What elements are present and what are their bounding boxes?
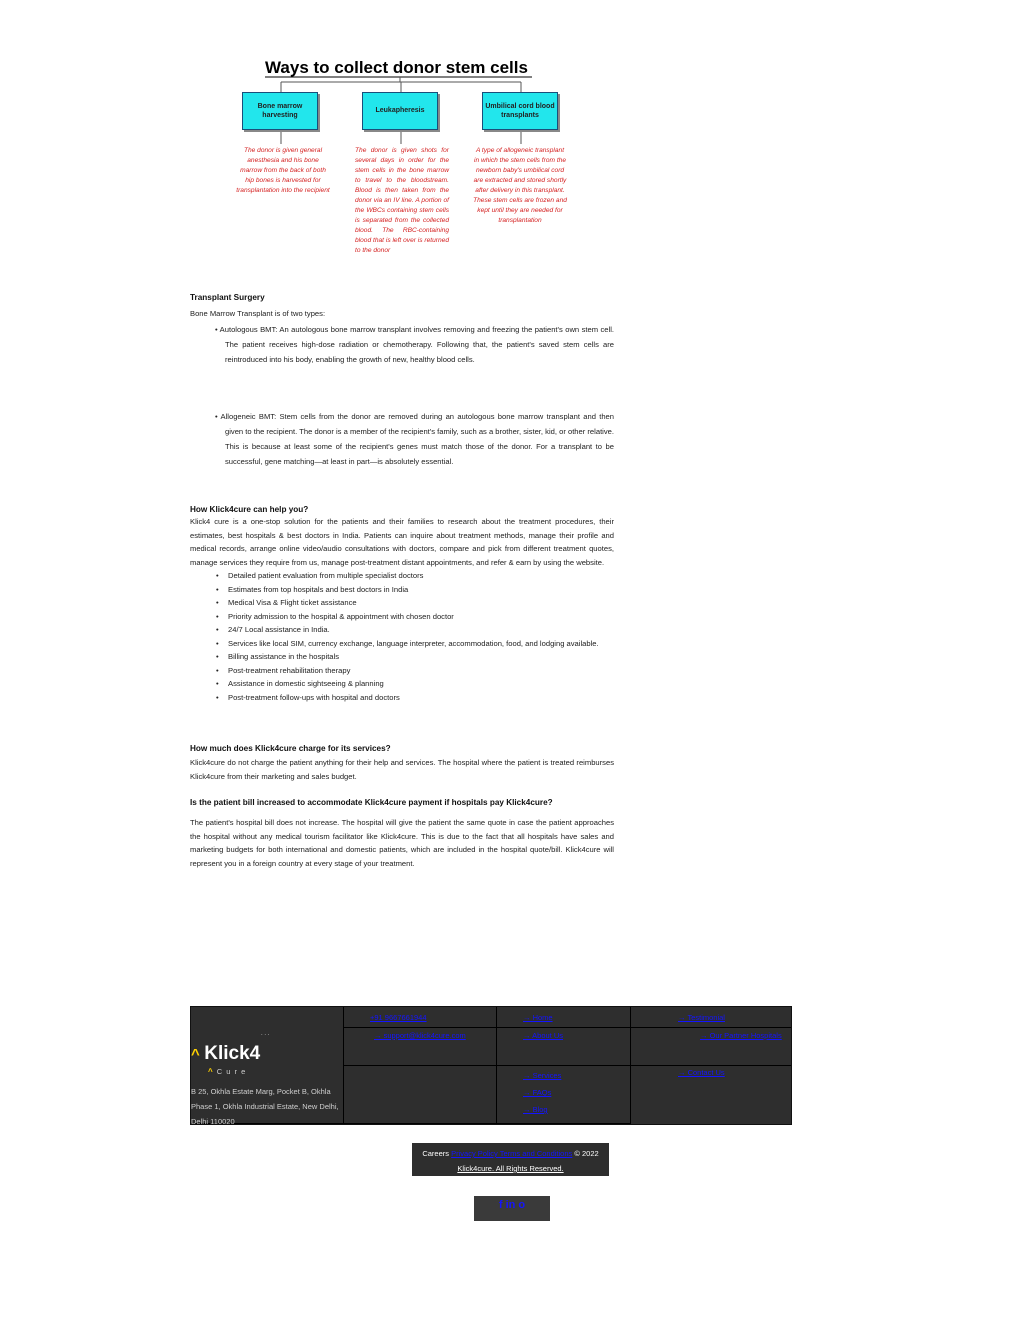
footer-email-cell xyxy=(344,1028,497,1066)
desc-bone-marrow-harvesting: The donor is given general anesthesia and his bone marrow from the back of both hip bones is harvested for transplantation into the recipient xyxy=(236,147,330,194)
box-umbilical-cord: Umbilical cord blood transplants xyxy=(482,92,558,130)
help-section xyxy=(190,505,614,704)
footer-address: B 25, Okhla Estate Marg, Pocket B, Okhla Phase 1, Okhla Industrial Estate, New Delhi, Delhi 110020 xyxy=(191,1087,339,1126)
bill-text: The patient's hospital bill does not increase. The hospital will give the patient the same quote in case the patient approaches the hospital without any medical tourism facilitator like Klick4cure. This is due to the fact that all hospitals have sales and marketing budgets for both international and domestic patients, which are included in the hospital quote/bill. Klick4cure will represent you in a foreign country at every stage of your treatment. xyxy=(190,818,614,868)
list-item: • Post-treatment rehabilitation therapy xyxy=(216,665,351,675)
logo-subtitle: ^ C u r e xyxy=(208,1067,247,1076)
footer-partner-cell xyxy=(631,1028,791,1066)
allogeneic-section xyxy=(190,409,614,469)
legal-bar xyxy=(412,1143,609,1176)
social-icons[interactable] xyxy=(474,1196,550,1221)
transplant-heading: Transplant Surgery xyxy=(190,293,265,302)
footer-testimonial-cell xyxy=(631,1007,791,1028)
charge-text: Klick4cure do not charge the patient anything for their help and services. The hospital where the patient is treated reimburses Klick4cure from their marketing and sales budget. xyxy=(190,758,614,781)
list-item: • Priority admission to the hospital & appointment with chosen doctor xyxy=(216,611,454,621)
footer-email-link[interactable]: → support@klick4cure.com xyxy=(374,1031,466,1040)
footer-empty-cell xyxy=(344,1066,497,1124)
social-icons-text[interactable]: f in o xyxy=(498,1199,526,1211)
list-item: • Assistance in domestic sightseeing & planning xyxy=(216,679,384,688)
footer-blog-link[interactable]: → Blog xyxy=(523,1105,548,1114)
box-bone-marrow-harvesting: Bone marrow harvesting xyxy=(242,92,318,130)
desc-umbilical-cord: A type of allogeneic transplant in which the stem cells from the newborn baby's umbilical cord are extracted and stored shortly after delivery in this transplant. These stem cells are frozen and kept until they are needed for transplantation xyxy=(473,147,567,224)
footer-partner-link[interactable]: → Our Partner Hospitals xyxy=(700,1031,782,1040)
footer-dots: . . . xyxy=(261,1031,270,1037)
footer-home-link[interactable]: → Home xyxy=(523,1013,553,1022)
list-item: • Estimates from top hospitals and best doctors in India xyxy=(216,584,409,594)
transplant-section xyxy=(190,293,614,367)
transplant-intro: Bone Marrow Transplant is of two types: xyxy=(190,309,326,318)
logo-text: Klick4 xyxy=(204,1043,261,1064)
footer-phone-link[interactable]: +91 9667661944 xyxy=(370,1013,427,1022)
help-list xyxy=(190,569,614,704)
legal-line xyxy=(412,1145,609,1163)
list-item: • Services like local SIM, currency exchange, language interpreter, accommodation, food, and lodging available. xyxy=(216,638,599,648)
footer-phone-cell xyxy=(344,1007,497,1028)
footer-about-link[interactable]: → About Us xyxy=(523,1031,564,1040)
stem-cell-diagram xyxy=(230,52,590,267)
logo-caret-icon: ^ xyxy=(191,1046,200,1063)
footer-faqs-link[interactable]: → FAQs xyxy=(523,1088,552,1097)
allogeneic-paragraph: • Allogeneic BMT: Stem cells from the donor are removed during an autologous bone marrow transplant and then given to the recipient. The donor is a member of the recipient's family, such as a brother, sister, kid, or other relative. This is because at least some of the recipient's genes must match those of the donor. For a transplant to be successful, gene matching—at least in part—is absolutely essential. xyxy=(215,412,614,466)
footer-about-cell xyxy=(497,1028,631,1066)
diagram-title: Ways to collect donor stem cells xyxy=(265,58,528,77)
copyright: © 2022 xyxy=(574,1149,599,1158)
footer-home-cell xyxy=(497,1007,631,1028)
footer-contact-link[interactable]: → Contact Us xyxy=(678,1068,725,1077)
box-leukapheresis: Leukapheresis xyxy=(362,92,438,130)
autologous-paragraph: • Autologous BMT: An autologous bone marrow transplant involves removing and freezing the patient's own stem cell. The patient receives high-dose radiation or chemotherapy. Following that, the patient's saved stem cells are reintroduced into his body, enabling the growth of new, healthy blood cells. xyxy=(215,324,614,364)
list-item: • Post-treatment follow-ups with hospital and doctors xyxy=(216,692,400,702)
list-item: • Medical Visa & Flight ticket assistance xyxy=(216,598,357,607)
careers-link[interactable]: Careers xyxy=(422,1149,450,1158)
help-intro: Klick4 cure is a one-stop solution for the patients and their families to research about the treatment procedures, their estimates, best hospitals & best doctors in India. Patients can inquire about treatment methods, manage their profile and medical records, arrange online video/audio consultations with doctors, compare and pick from different treatment quotes, manage services they require from us, manage post-treatment distant appointments, and refer & earn by using the website. xyxy=(190,517,614,567)
footer-services-link[interactable]: → Services xyxy=(523,1071,562,1080)
charge-heading: How much does Klick4cure charge for its services? xyxy=(190,744,391,753)
footer-testimonial-link[interactable]: → Testimonial xyxy=(678,1013,725,1022)
list-item: • Billing assistance in the hospitals xyxy=(216,652,340,661)
list-item: • 24/7 Local assistance in India. xyxy=(216,625,330,634)
footer-contact-cell xyxy=(631,1066,791,1124)
footer-logo-cell xyxy=(191,1007,344,1124)
rights-text: Klick4cure. All Rights Reserved. xyxy=(457,1164,564,1173)
footer-services-cell xyxy=(497,1066,631,1124)
bill-heading: Is the patient bill increased to accommodate Klick4cure payment if hospitals pay Klick4cure? xyxy=(190,798,553,807)
footer-logo[interactable] xyxy=(191,1043,260,1065)
bill-section xyxy=(190,798,614,870)
desc-leukapheresis: The donor is given shots for several days in order for the stem cells in the bone marrow to travel to the bloodstream. Blood is then taken from the donor via an IV line. A portion of the WBCs containing stem cells is separated from the collected blood. The RBC-containing blood that is left over is returned to the donor xyxy=(355,147,449,254)
footer xyxy=(190,1006,792,1125)
list-item: • Detailed patient evaluation from multiple specialist doctors xyxy=(216,571,424,580)
policy-links[interactable]: Privacy Policy Terms and Conditions xyxy=(451,1149,573,1158)
charge-section xyxy=(190,744,614,783)
help-heading: How Klick4cure can help you? xyxy=(190,505,309,514)
